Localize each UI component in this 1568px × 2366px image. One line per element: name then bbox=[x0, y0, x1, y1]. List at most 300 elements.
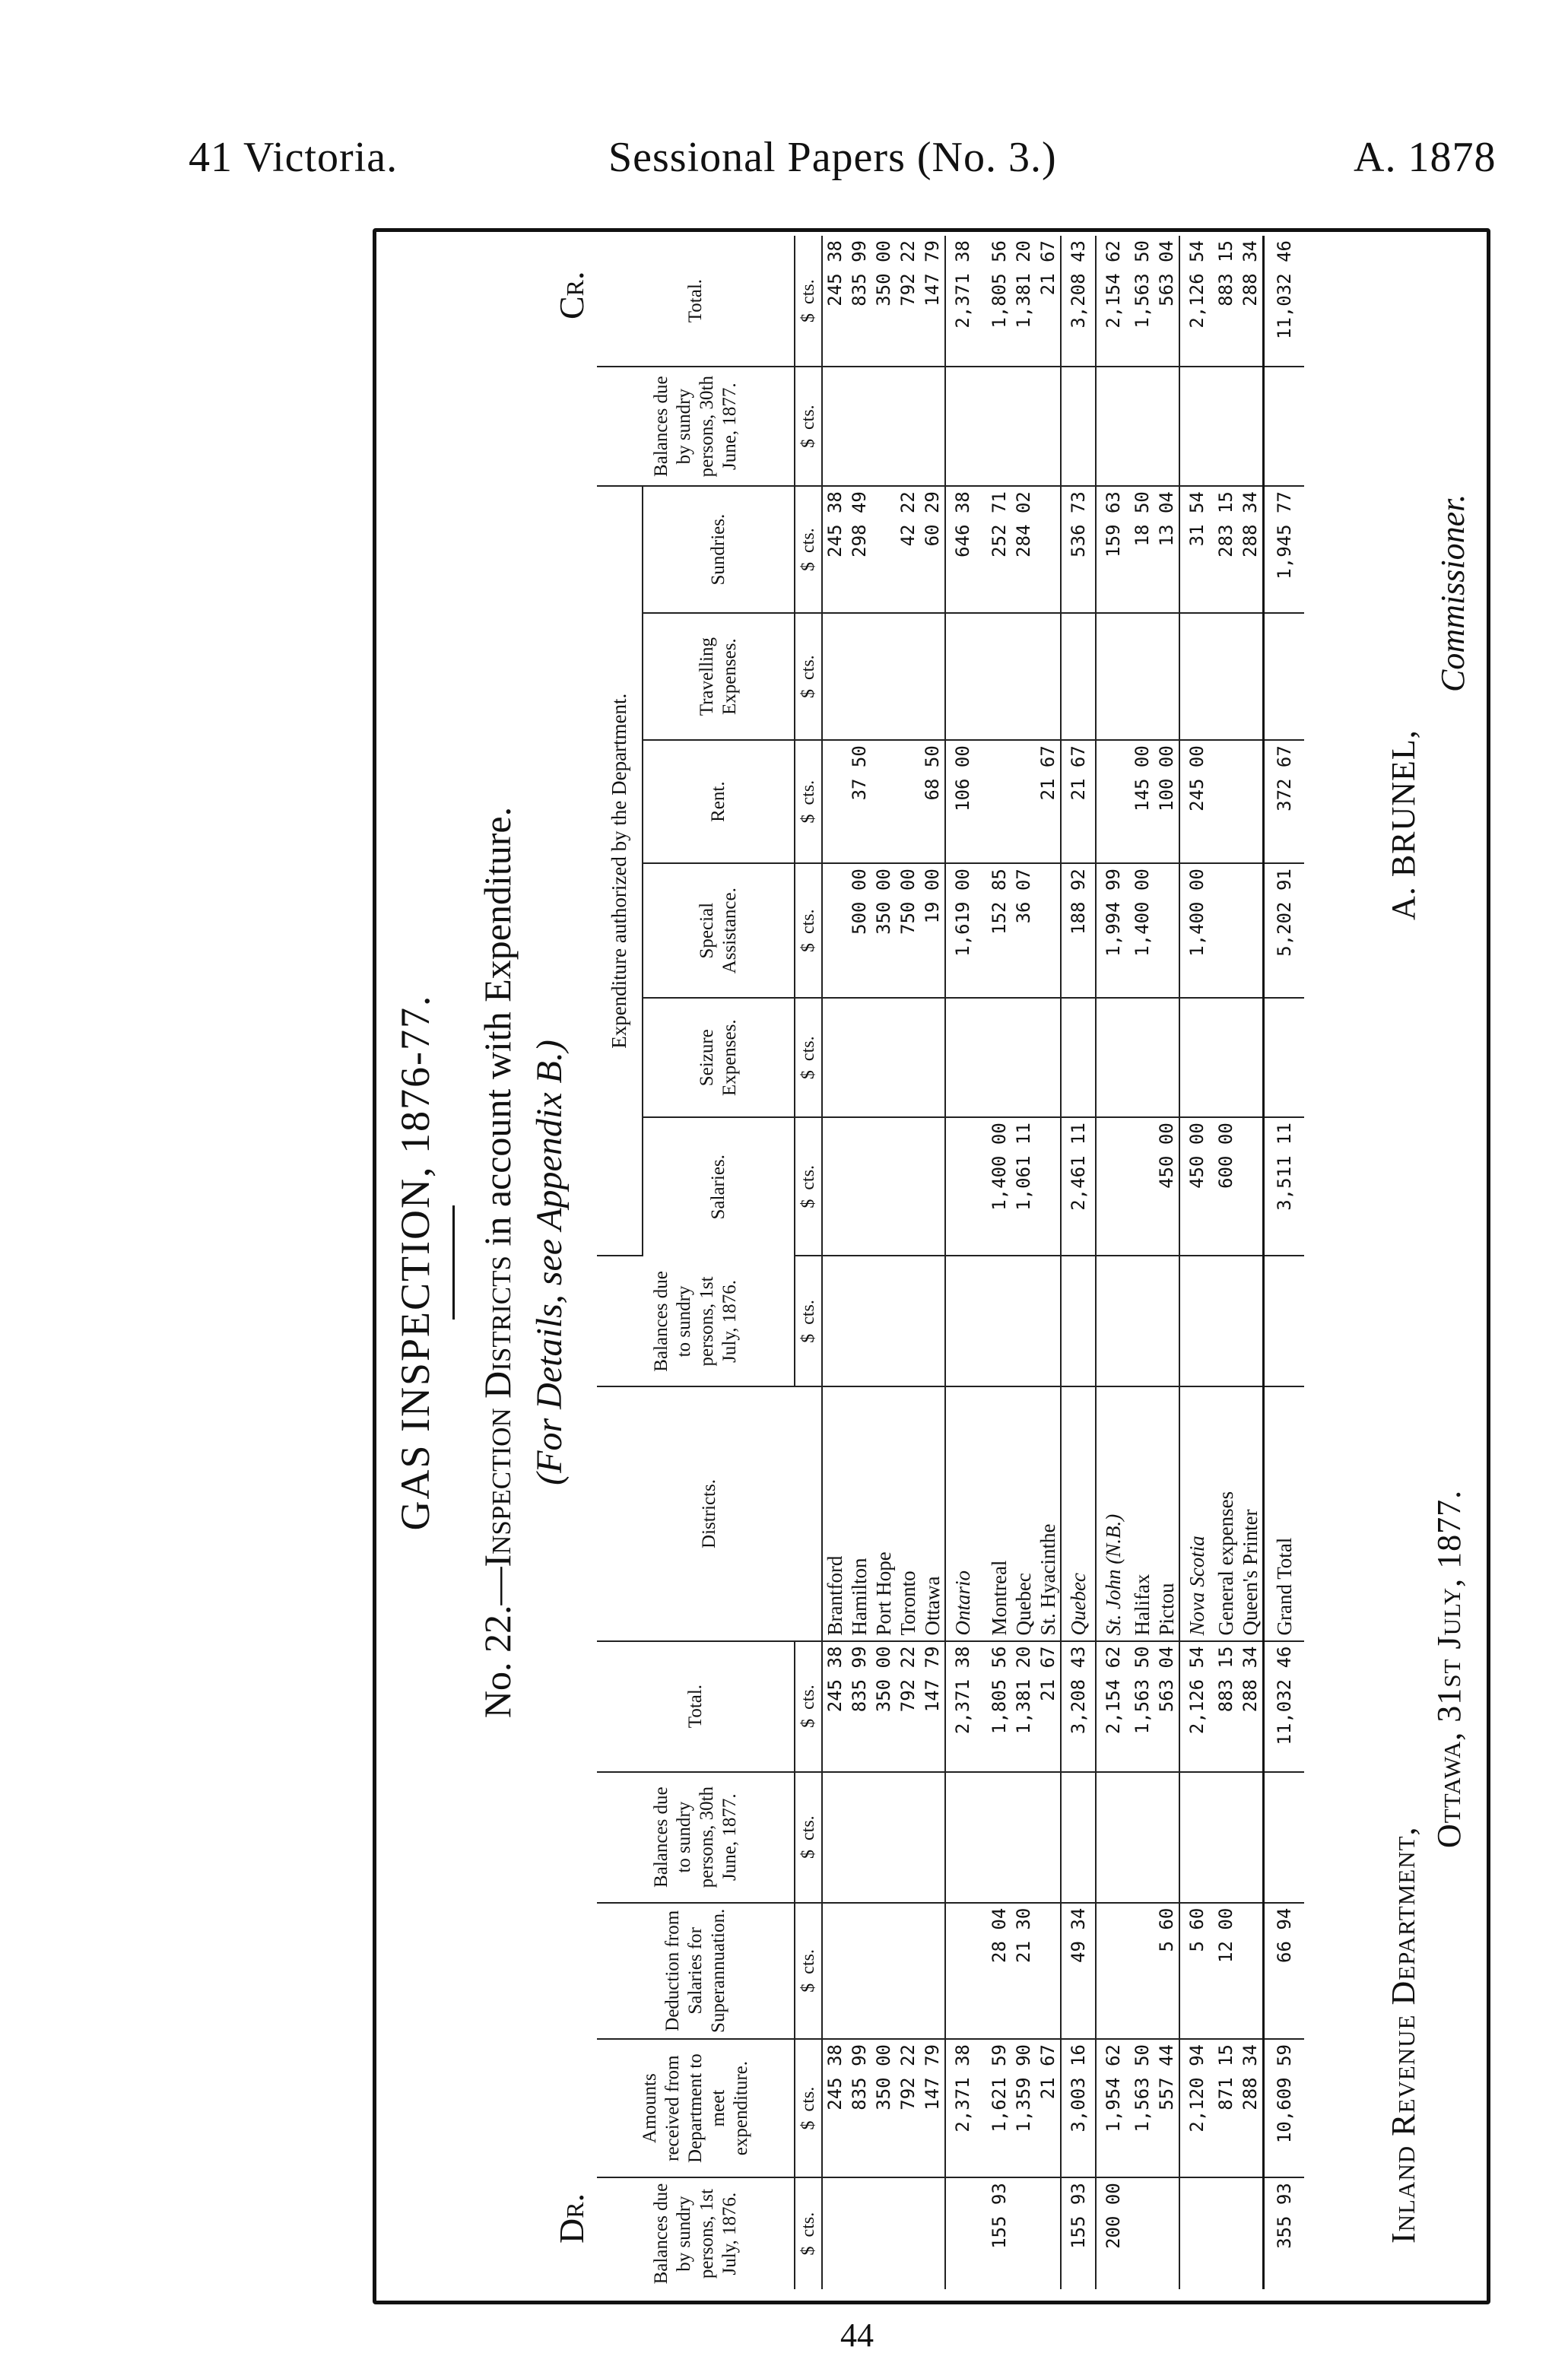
amount-cell: 1,945 77 bbox=[1264, 486, 1305, 613]
district-cell: Queen's Printer bbox=[1238, 1386, 1264, 1640]
grand-total-row bbox=[1264, 236, 1305, 2289]
amount-cell bbox=[1154, 613, 1179, 740]
amount-cell bbox=[1036, 1903, 1061, 2039]
amount-cell: 2,371 38 bbox=[945, 2039, 979, 2177]
amount-cell bbox=[896, 367, 920, 486]
district-cell: St. Hyacinthe bbox=[1036, 1386, 1061, 1640]
amount-cell: 1,381 20 bbox=[1011, 1641, 1036, 1772]
amount-cell: 1,400 00 bbox=[1130, 863, 1154, 998]
amount-cell bbox=[945, 1117, 979, 1256]
spacer-cell bbox=[979, 2177, 987, 2289]
cents-unit: cts. bbox=[798, 1685, 818, 1710]
amount-cell bbox=[1096, 367, 1130, 486]
col-sundries: Sundries. bbox=[643, 486, 795, 613]
subtitle-rest: in account with Expenditure. bbox=[476, 806, 519, 1256]
amount-cell bbox=[847, 1117, 871, 1256]
amount-cell: 106 00 bbox=[945, 740, 979, 863]
amount-cell: 21 67 bbox=[1061, 740, 1096, 863]
col-bal-due-by-1876: Balances due by sundry persons, 1st July, 1876. bbox=[597, 2177, 795, 2289]
amount-cell bbox=[945, 1772, 979, 1903]
amount-cell bbox=[1130, 998, 1154, 1117]
amount-cell bbox=[1011, 1256, 1036, 1386]
unit-cell bbox=[795, 863, 822, 998]
amount-cell: 563 04 bbox=[1154, 236, 1179, 367]
amount-cell: 12 00 bbox=[1214, 1903, 1238, 2039]
amount-cell bbox=[920, 1117, 945, 1256]
spacer-cell bbox=[979, 1641, 987, 1772]
amount-cell bbox=[871, 2177, 896, 2289]
amount-cell bbox=[987, 613, 1011, 740]
amount-cell bbox=[896, 740, 920, 863]
cents-unit: cts. bbox=[798, 1300, 818, 1325]
amount-cell: 3,003 16 bbox=[1061, 2039, 1096, 2177]
col-deduction: Deduction from Salaries for Superannuation. bbox=[597, 1903, 795, 2039]
col-amounts-received: Amounts received from Department to meet expenditure. bbox=[597, 2039, 795, 2177]
amount-cell: 37 50 bbox=[847, 740, 871, 863]
amount-cell bbox=[1238, 740, 1264, 863]
unit-cell bbox=[795, 740, 822, 863]
amount-cell bbox=[1011, 367, 1036, 486]
amount-cell bbox=[1130, 1772, 1154, 1903]
amount-cell: 600 00 bbox=[1214, 1117, 1238, 1256]
amount-cell bbox=[822, 740, 847, 863]
unit-cell bbox=[795, 2039, 822, 2177]
amount-cell bbox=[1011, 1772, 1036, 1903]
dollar-unit: $ bbox=[798, 313, 818, 322]
amount-cell: 284 02 bbox=[1011, 486, 1036, 613]
amount-cell bbox=[1179, 1772, 1214, 1903]
amount-cell bbox=[920, 1903, 945, 2039]
amount-cell: 355 93 bbox=[1264, 2177, 1305, 2289]
col-bal-due-to-1876: Balances due to sundry persons, 1st July, 1876. bbox=[597, 1256, 795, 1386]
district-cell: Halifax bbox=[1130, 1386, 1154, 1640]
amount-cell: 2,154 62 bbox=[1096, 1641, 1130, 1772]
table-row bbox=[1130, 236, 1154, 2289]
amount-cell: 2,126 54 bbox=[1179, 236, 1214, 367]
subtotal-row bbox=[1061, 236, 1096, 2289]
amount-cell: 1,563 50 bbox=[1130, 2039, 1154, 2177]
amount-cell bbox=[896, 998, 920, 1117]
cents-unit: cts. bbox=[798, 780, 818, 805]
amount-cell: 19 00 bbox=[920, 863, 945, 998]
amount-cell bbox=[822, 998, 847, 1117]
amount-cell: 536 73 bbox=[1061, 486, 1096, 613]
amount-cell bbox=[1238, 613, 1264, 740]
amount-cell: 792 22 bbox=[896, 236, 920, 367]
spacer-cell bbox=[979, 2039, 987, 2177]
amount-cell bbox=[1130, 1117, 1154, 1256]
ledger-table bbox=[597, 236, 1304, 2289]
amount-cell: 11,032 46 bbox=[1264, 1641, 1305, 1772]
amount-cell bbox=[871, 1117, 896, 1256]
amount-cell: 152 85 bbox=[987, 863, 1011, 998]
amount-cell bbox=[1154, 367, 1179, 486]
amount-cell bbox=[987, 998, 1011, 1117]
table-row bbox=[1036, 236, 1061, 2289]
amount-cell bbox=[896, 1903, 920, 2039]
amount-cell: 1,563 50 bbox=[1130, 236, 1154, 367]
table-row bbox=[1214, 236, 1238, 2289]
amount-cell: 1,805 56 bbox=[987, 1641, 1011, 1772]
amount-cell: 21 30 bbox=[1011, 1903, 1036, 2039]
amount-cell: 42 22 bbox=[896, 486, 920, 613]
dollar-unit: $ bbox=[798, 1199, 818, 1208]
cents-unit: cts. bbox=[798, 405, 818, 430]
amount-cell bbox=[822, 1117, 847, 1256]
amount-cell bbox=[1036, 998, 1061, 1117]
amount-cell: 372 67 bbox=[1264, 740, 1305, 863]
amount-cell: 1,381 20 bbox=[1011, 236, 1036, 367]
amount-cell bbox=[1238, 1903, 1264, 2039]
district-cell: Nova Scotia bbox=[1179, 1386, 1214, 1640]
amount-cell bbox=[1061, 1256, 1096, 1386]
amount-cell: 13 04 bbox=[1154, 486, 1179, 613]
amount-cell: 298 49 bbox=[847, 486, 871, 613]
amount-cell: 21 67 bbox=[1036, 236, 1061, 367]
amount-cell bbox=[920, 1772, 945, 1903]
table-subtitle bbox=[475, 228, 519, 2297]
amount-cell: 245 38 bbox=[822, 486, 847, 613]
amount-cell: 245 00 bbox=[1179, 740, 1214, 863]
dollar-unit: $ bbox=[798, 1333, 818, 1343]
cents-unit: cts. bbox=[798, 1164, 818, 1190]
district-cell: Montreal bbox=[987, 1386, 1011, 1640]
table-row bbox=[896, 236, 920, 2289]
signature-title: Commissioner. bbox=[1434, 494, 1471, 692]
amount-cell: 835 99 bbox=[847, 1641, 871, 1772]
dollar-unit: $ bbox=[798, 1070, 818, 1080]
amount-cell bbox=[1264, 1256, 1305, 1386]
amount-cell bbox=[945, 1903, 979, 2039]
subtitle-smallcaps: Inspection Districts bbox=[476, 1256, 519, 1567]
col-bal-due-to-1877: Balances due to sundry persons, 30th June, 1877. bbox=[597, 1772, 795, 1903]
amount-cell bbox=[822, 367, 847, 486]
unit-cell bbox=[795, 367, 822, 486]
col-total-cr: Total. bbox=[597, 236, 795, 367]
amount-cell: 3,511 11 bbox=[1264, 1117, 1305, 1256]
amount-cell bbox=[847, 613, 871, 740]
amount-cell bbox=[1130, 1903, 1154, 2039]
amount-cell: 1,400 00 bbox=[987, 1117, 1011, 1256]
amount-cell bbox=[871, 1772, 896, 1903]
amount-cell: 1,994 99 bbox=[1096, 863, 1130, 998]
signature-name: A. BRUNEL, bbox=[1385, 729, 1422, 920]
amount-cell: 100 00 bbox=[1154, 740, 1179, 863]
cents-unit: cts. bbox=[798, 2086, 818, 2112]
amount-cell: 252 71 bbox=[987, 486, 1011, 613]
amount-cell: 288 34 bbox=[1238, 236, 1264, 367]
cents-unit: cts. bbox=[798, 1949, 818, 1974]
amount-cell bbox=[871, 486, 896, 613]
table-row bbox=[920, 236, 945, 2289]
amount-cell bbox=[1011, 998, 1036, 1117]
amount-cell bbox=[1061, 998, 1096, 1117]
table-row bbox=[871, 236, 896, 2289]
amount-cell bbox=[1036, 1772, 1061, 1903]
amount-cell bbox=[822, 1772, 847, 1903]
amount-cell: 288 34 bbox=[1238, 486, 1264, 613]
spacer-cell bbox=[979, 740, 987, 863]
district-cell: General expenses bbox=[1214, 1386, 1238, 1640]
dollar-unit: $ bbox=[798, 561, 818, 571]
amount-cell bbox=[1214, 367, 1238, 486]
amount-cell bbox=[1096, 1903, 1130, 2039]
dollar-unit: $ bbox=[798, 689, 818, 698]
subtotal-row bbox=[945, 236, 979, 2289]
cents-unit: cts. bbox=[798, 279, 818, 304]
title-rule bbox=[452, 1205, 455, 1320]
unit-cell bbox=[795, 1903, 822, 2039]
amount-cell bbox=[871, 1903, 896, 2039]
dollar-unit: $ bbox=[798, 1718, 818, 1728]
amount-cell: 500 00 bbox=[847, 863, 871, 998]
col-rent: Rent. bbox=[643, 740, 795, 863]
amount-cell bbox=[1238, 998, 1264, 1117]
cents-unit: cts. bbox=[798, 655, 818, 680]
amount-cell: 31 54 bbox=[1179, 486, 1214, 613]
amount-cell bbox=[1214, 1772, 1238, 1903]
amount-cell bbox=[1061, 613, 1096, 740]
amount-cell bbox=[1154, 863, 1179, 998]
district-cell: Port Hope bbox=[871, 1386, 896, 1640]
amount-cell bbox=[1214, 998, 1238, 1117]
amount-cell bbox=[920, 613, 945, 740]
amount-cell: 350 00 bbox=[871, 863, 896, 998]
amount-cell: 883 15 bbox=[1214, 1641, 1238, 1772]
amount-cell: 5 60 bbox=[1179, 1903, 1214, 2039]
spacer-cell bbox=[979, 1117, 987, 1256]
col-salaries: Salaries. bbox=[643, 1117, 795, 1256]
amount-cell bbox=[896, 1772, 920, 1903]
appendix-note: (For Details, see Appendix B.) bbox=[529, 1040, 570, 1485]
amount-cell bbox=[1130, 613, 1154, 740]
amount-cell bbox=[847, 1903, 871, 2039]
amount-cell bbox=[1096, 1256, 1130, 1386]
spacer-cell bbox=[979, 863, 987, 998]
amount-cell bbox=[1036, 1256, 1061, 1386]
amount-cell bbox=[1036, 863, 1061, 998]
amount-cell: 2,120 94 bbox=[1179, 2039, 1214, 2177]
spacer-cell bbox=[979, 1772, 987, 1903]
amount-cell bbox=[1238, 367, 1264, 486]
amount-cell: 60 29 bbox=[920, 486, 945, 613]
amount-cell bbox=[945, 2177, 979, 2289]
amount-cell bbox=[871, 367, 896, 486]
spacer-cell bbox=[979, 1256, 987, 1386]
amount-cell bbox=[1011, 740, 1036, 863]
amount-cell: 1,621 59 bbox=[987, 2039, 1011, 2177]
amount-cell: 871 15 bbox=[1214, 2039, 1238, 2177]
credit-label: Cr. bbox=[552, 271, 591, 319]
amount-cell bbox=[822, 613, 847, 740]
amount-cell bbox=[1036, 613, 1061, 740]
amount-cell bbox=[945, 367, 979, 486]
amount-cell bbox=[1096, 1117, 1130, 1256]
spacer-row bbox=[979, 236, 987, 2289]
amount-cell bbox=[847, 1256, 871, 1386]
amount-cell bbox=[1130, 2177, 1154, 2289]
amount-cell bbox=[1179, 998, 1214, 1117]
spacer-cell bbox=[979, 1386, 987, 1640]
amount-cell bbox=[945, 1256, 979, 1386]
table-row bbox=[1011, 236, 1036, 2289]
amount-cell: 2,126 54 bbox=[1179, 1641, 1214, 1772]
spacer-cell bbox=[979, 236, 987, 367]
amount-cell bbox=[1011, 613, 1036, 740]
dollar-unit: $ bbox=[798, 2246, 818, 2256]
amount-cell: 188 92 bbox=[1061, 863, 1096, 998]
amount-cell bbox=[920, 998, 945, 1117]
debit-label: Dr. bbox=[552, 2193, 591, 2244]
table-row bbox=[822, 236, 847, 2289]
amount-cell: 28 04 bbox=[987, 1903, 1011, 2039]
amount-cell: 563 04 bbox=[1154, 1641, 1179, 1772]
amount-cell bbox=[1130, 1256, 1154, 1386]
amount-cell: 557 44 bbox=[1154, 2039, 1179, 2177]
amount-cell: 21 67 bbox=[1036, 740, 1061, 863]
amount-cell bbox=[1214, 863, 1238, 998]
place-date-line: Ottawa, 31st July, 1877. bbox=[1430, 1489, 1468, 1848]
amount-cell bbox=[987, 1256, 1011, 1386]
amount-cell: 883 15 bbox=[1214, 236, 1238, 367]
col-districts: Districts. bbox=[597, 1386, 822, 1640]
amount-cell: 5,202 91 bbox=[1264, 863, 1305, 998]
table-row bbox=[1154, 236, 1179, 2289]
dollar-unit: $ bbox=[798, 439, 818, 448]
amount-cell bbox=[1154, 1256, 1179, 1386]
amount-cell bbox=[1238, 1256, 1264, 1386]
amount-cell: 792 22 bbox=[896, 2039, 920, 2177]
amount-cell bbox=[871, 1256, 896, 1386]
amount-cell bbox=[1036, 486, 1061, 613]
amount-cell bbox=[1264, 367, 1305, 486]
spacer-cell bbox=[979, 367, 987, 486]
unit-cell bbox=[795, 1117, 822, 1256]
amount-cell bbox=[920, 2177, 945, 2289]
amount-cell bbox=[1096, 1772, 1130, 1903]
page-title: GAS INSPECTION, 1876-77. bbox=[392, 994, 438, 1531]
cents-unit: cts. bbox=[798, 2212, 818, 2237]
amount-cell: 1,805 56 bbox=[987, 236, 1011, 367]
amount-cell bbox=[1214, 1256, 1238, 1386]
amount-cell: 2,371 38 bbox=[945, 1641, 979, 1772]
district-cell: Ottawa bbox=[920, 1386, 945, 1640]
amount-cell bbox=[1154, 2177, 1179, 2289]
amount-cell bbox=[847, 2177, 871, 2289]
unit-cell bbox=[795, 1772, 822, 1903]
amount-cell: 21 67 bbox=[1036, 2039, 1061, 2177]
amount-cell: 1,359 90 bbox=[1011, 2039, 1036, 2177]
district-cell: Quebec bbox=[1011, 1386, 1036, 1640]
amount-cell: 155 93 bbox=[1061, 2177, 1096, 2289]
amount-cell bbox=[1036, 1117, 1061, 1256]
amount-cell: 10,609 59 bbox=[1264, 2039, 1305, 2177]
units-row bbox=[795, 236, 822, 2289]
amount-cell bbox=[1264, 998, 1305, 1117]
unit-cell bbox=[795, 236, 822, 367]
amount-cell bbox=[1036, 2177, 1061, 2289]
amount-cell: 1,563 50 bbox=[1130, 1641, 1154, 1772]
amount-cell: 1,400 00 bbox=[1179, 863, 1214, 998]
amount-cell bbox=[847, 1772, 871, 1903]
amount-cell bbox=[822, 2177, 847, 2289]
amount-cell bbox=[1238, 1772, 1264, 1903]
rotated-content bbox=[373, 228, 1483, 2297]
cents-unit: cts. bbox=[798, 909, 818, 935]
amount-cell bbox=[847, 998, 871, 1117]
amount-cell: 21 67 bbox=[1036, 1641, 1061, 1772]
spacer-cell bbox=[979, 486, 987, 613]
table-row bbox=[987, 236, 1011, 2289]
amount-cell bbox=[1154, 1772, 1179, 1903]
amount-cell: 245 38 bbox=[822, 2039, 847, 2177]
amount-cell: 147 79 bbox=[920, 2039, 945, 2177]
amount-cell bbox=[1011, 2177, 1036, 2289]
amount-cell: 288 34 bbox=[1238, 1641, 1264, 1772]
amount-cell: 155 93 bbox=[989, 2183, 1010, 2249]
district-cell: Ontario bbox=[945, 1386, 979, 1640]
amount-cell bbox=[1179, 1256, 1214, 1386]
dollar-unit: $ bbox=[798, 2120, 818, 2130]
district-cell: Pictou bbox=[1154, 1386, 1179, 1640]
col-expenditure-group: Expenditure authorized by the Department. bbox=[597, 486, 643, 1256]
ledger-body bbox=[822, 236, 1304, 2289]
amount-cell bbox=[896, 1117, 920, 1256]
amount-cell bbox=[871, 613, 896, 740]
amount-cell: 3,208 43 bbox=[1061, 236, 1096, 367]
amount-cell bbox=[896, 613, 920, 740]
amount-cell bbox=[1264, 613, 1305, 740]
amount-cell: 159 63 bbox=[1096, 486, 1130, 613]
amount-cell: 288 34 bbox=[1238, 2039, 1264, 2177]
amount-cell: 350 00 bbox=[871, 2039, 896, 2177]
unit-cell bbox=[795, 486, 822, 613]
amount-cell bbox=[896, 1256, 920, 1386]
amount-cell: 245 38 bbox=[822, 236, 847, 367]
amount-cell bbox=[1179, 2177, 1214, 2289]
unit-cell bbox=[795, 613, 822, 740]
amount-cell bbox=[1096, 998, 1130, 1117]
amount-cell bbox=[1214, 613, 1238, 740]
amount-cell: 1,954 62 bbox=[1096, 2039, 1130, 2177]
district-cell: Brantford bbox=[822, 1386, 847, 1640]
district-cell: Grand Total bbox=[1264, 1386, 1305, 1640]
spacer-cell bbox=[979, 1903, 987, 2039]
amount-cell: 2,461 11 bbox=[1061, 1117, 1096, 1256]
amount-cell: 450 00 bbox=[1179, 1117, 1214, 1256]
subtotal-row bbox=[1179, 236, 1214, 2289]
spacer-cell bbox=[979, 613, 987, 740]
amount-cell: 36 07 bbox=[1011, 863, 1036, 998]
amount-cell: 147 79 bbox=[920, 1641, 945, 1772]
amount-cell: 49 34 bbox=[1061, 1903, 1096, 2039]
amount-cell bbox=[920, 367, 945, 486]
amount-cell bbox=[1179, 613, 1214, 740]
col-total-dr: Total. bbox=[597, 1641, 795, 1772]
running-header-center: Sessional Papers (No. 3.) bbox=[608, 134, 1057, 181]
amount-cell: 2,154 62 bbox=[1096, 236, 1130, 367]
cents-unit: cts. bbox=[798, 1036, 818, 1062]
amount-cell bbox=[987, 1772, 1011, 1903]
amount-cell: 2,371 38 bbox=[945, 236, 979, 367]
unit-cell bbox=[795, 1256, 822, 1386]
dollar-unit: $ bbox=[798, 943, 818, 953]
amount-cell bbox=[822, 1903, 847, 2039]
amount-cell bbox=[1214, 2177, 1238, 2289]
dollar-unit: $ bbox=[798, 1849, 818, 1859]
amount-cell bbox=[1154, 998, 1179, 1117]
amount-cell bbox=[1264, 1772, 1305, 1903]
